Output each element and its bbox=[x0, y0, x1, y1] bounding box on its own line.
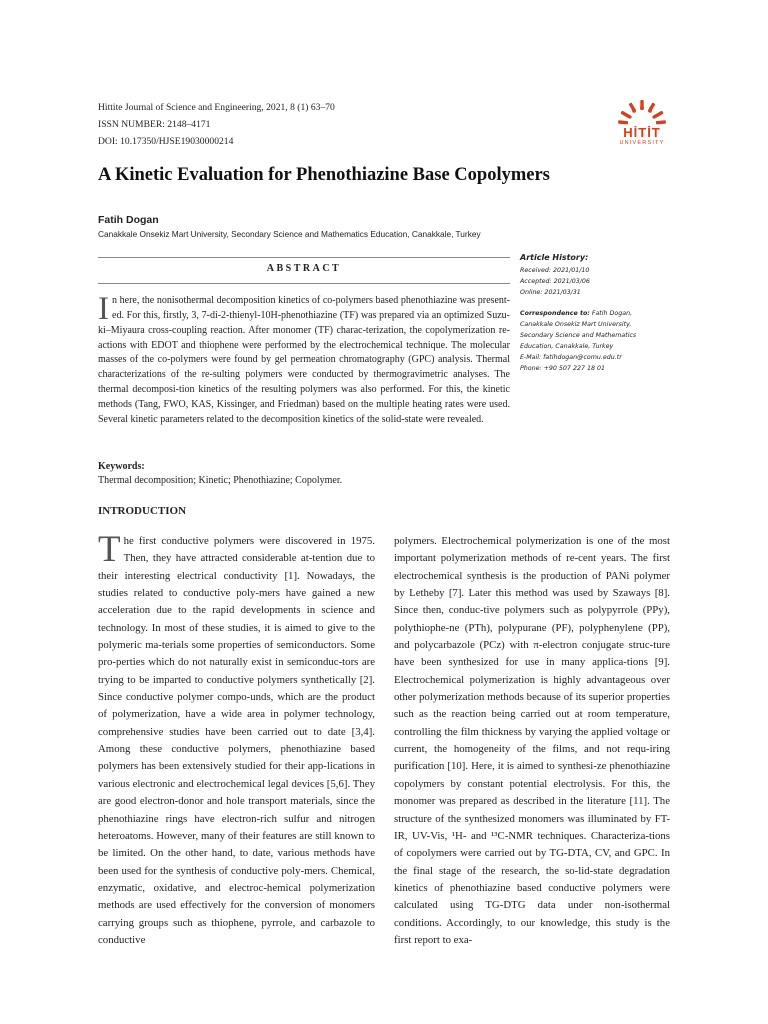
author-affiliation: Canakkale Onsekiz Mart University, Secondary Science and Mathematics Education, Canakkale, Turkey bbox=[98, 229, 481, 239]
keywords-list: Thermal decomposition; Kinetic; Phenothiazine; Copolymer. bbox=[98, 475, 343, 486]
hitit-university-logo bbox=[612, 98, 672, 150]
correspondence-line3: Secondary Science and Mathematics bbox=[520, 332, 637, 339]
article-title: A Kinetic Evaluation for Phenothiazine Base Copolymers bbox=[98, 165, 550, 185]
logo-name: HİTİT bbox=[623, 125, 661, 140]
introduction-col1-text: he first conductive polymers were discovered in 1975. Then, they have attracted considerable at-tention due to their interesting electrical conductivity [1]. Nowadays, the studies related to conductive poly-mers have gained a new acceleration due to the rapid developments in science and technology. In most of these studies, it is aimed to give to the polymeric ma-terials some properties of semiconductors. Some pro-perties which do not naturally exist in semiconduc-tors are trying to be imparted to conductive polymers synthetically [2]. Since conductive polymer compo-unds, which are the product of polymerization, have a wide area in polymer technology, comprehensive studies have been carried out to date [3,4]. Among these conductive polymers, phenothiazine based polymers has been extensively studied for their app-lications in various electronic and electrochemical legal devices [5,6]. They are good electron-donor and hole transport materials, since the phenothiazine rings have electron-rich sulfur and nitrogen heteroatoms. However, many of their features are still known to be limited. On the other hand, to date, various methods have been used for the synthesis of conductive poly-mers. Chemical, enzymatic, oxidative, and electroc-hemical polymerization methods are used effectively for the conversion of monomers carrying groups such as thiophene, pyrrole, and carbazole to conductive bbox=[98, 535, 375, 946]
logo-subtitle: UNIVERSITY bbox=[619, 140, 665, 146]
keywords-heading: Keywords: bbox=[98, 461, 145, 472]
correspondence-line2: Canakkale Onsekiz Mart University, bbox=[520, 321, 632, 328]
correspondence-label: Correspondence to: bbox=[520, 310, 590, 317]
journal-doi: DOI: 10.17350/HJSE19030000214 bbox=[98, 136, 234, 147]
introduction-heading: INTRODUCTION bbox=[98, 505, 187, 517]
history-online: Online: 2021/03/31 bbox=[520, 289, 581, 296]
history-accepted: Accepted: 2021/03/06 bbox=[520, 278, 590, 285]
history-received: Received: 2021/01/10 bbox=[520, 267, 590, 274]
abstract-top-rule bbox=[98, 257, 510, 258]
correspondence-line4: Education, Canakkale, Turkey bbox=[520, 343, 614, 350]
sun-emblem-icon bbox=[612, 98, 672, 126]
journal-citation: Hittite Journal of Science and Engineering, 2021, 8 (1) 63–70 bbox=[98, 102, 335, 113]
correspondence-email[interactable]: E-Mail: fatihdogan@comu.edu.tr bbox=[520, 354, 622, 361]
abstract-dropcap: I bbox=[98, 291, 109, 327]
correspondence-name: Fatih Dogan, bbox=[591, 310, 633, 317]
abstract-text bbox=[98, 291, 510, 428]
journal-issn: ISSN NUMBER: 2148–4171 bbox=[98, 119, 211, 130]
abstract-bottom-rule bbox=[98, 283, 510, 284]
correspondence-phone: Phone: +90 507 227 18 01 bbox=[520, 365, 605, 372]
abstract-heading: ABSTRACT bbox=[266, 263, 342, 274]
introduction-dropcap: T bbox=[98, 529, 121, 570]
introduction-column-left bbox=[98, 529, 375, 949]
introduction-col2-text: polymers. Electrochemical polymerization is one of the most important polymerization methods of re-cent years. The first electrochemical synthesis is the production of PANi polymer by Letheby [7]. Later this method was used by Szaways [8]. Since then, conduc-tive polymers such as polypyrrole (PPy), polythiophe-ne (PTh), polypurane (PF), polyphenylene (PP), and polycarbazole (PCz) with π-electron conjugate struc-ture have been synthesized for use in many applica-tions [9]. Electrochemical polymerization is highly advantageous over other polymerization methods because of its superior properties such as the reaction being carried out at room temperature, controlling the film thickness by varying the applied voltage or current, the homogeneity of the films, and not requ-iring purification [10]. Here, it is aimed to synthesi-ze phenothiazine copolymers by constant potential electrolysis. For this, the monomer was prepared as described in the literature [11]. The structure of the synthesized monomers was illuminated by FT-IR, UV-Vis, ¹H- and ¹³C-NMR techniques. Characteriza-tions of copolymers were carried out by TG-DTA, CV, and GPC. In the final stage of the research, the so-lid-state degradation kinetics of phenothiazine based conductive polymers were calculated using TG-DTG data under non-isothermal conditions. Accordingly, to our knowledge, this study is the first report to exa- bbox=[394, 535, 670, 946]
abstract-body: n here, the nonisothermal decomposition kinetics of co-polymers based phenothiazine was present-ed. For this, firstly, 3, 7-di-2-thienyl-10H-phenothiazine (TF) was prepared via an optimized Suzu-ki–Miyaura cross-coupling reaction. After monomer (TF) charac-terization, the copolymerization re-actions with EDOT and thiophene were performed by the electrochemical technique. The molecular masses of the co-polymers were found by gel permeation chromatography (GPC) analysis. Thermal characterizations of the re-sulting polymers were conducted by thermogravimetric analyses. The thermal decomposi-tion kinetics of the resulting polymers was also performed. For this, the kinetic methods (Tang, FWO, KAS, Kissinger, and Friedman) based on the multiple heating rates were used. Several kinetic parameters related to the decomposition kinetics of the solid-state were revealed. bbox=[98, 295, 510, 425]
author-name: Fatih Dogan bbox=[98, 214, 159, 226]
article-history-heading: Article History: bbox=[520, 253, 589, 262]
correspondence-line1 bbox=[520, 308, 632, 319]
introduction-column-right bbox=[394, 533, 670, 949]
